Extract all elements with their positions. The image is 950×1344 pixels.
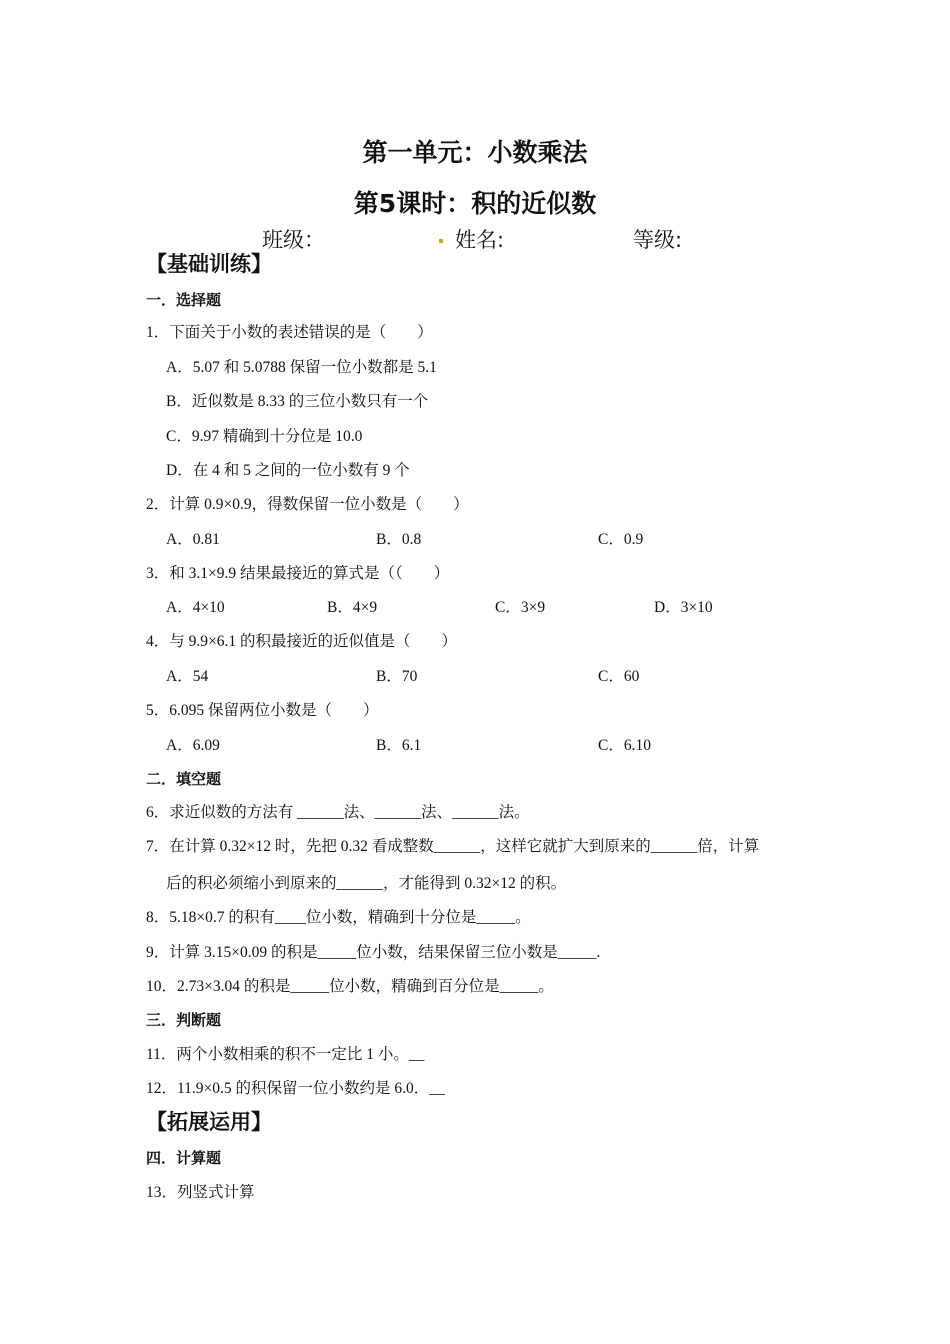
q4-option-c: C．60 xyxy=(598,668,640,685)
q2-option-b: B．0.8 xyxy=(376,531,422,548)
q5-option-b: B．6.1 xyxy=(376,737,422,754)
question-12: 12．11.9×0.5 的积保留一位小数约是 6.0．__ xyxy=(146,1080,445,1097)
q3-option-d: D．3×10 xyxy=(654,599,713,616)
q1-option-b: B．近似数是 8.33 的三位小数只有一个 xyxy=(166,393,429,410)
part-fill-heading: 二．填空题 xyxy=(146,770,222,788)
q3-option-c: C．3×9 xyxy=(495,599,546,616)
q4-option-a: A．54 xyxy=(166,668,209,685)
lesson-subtitle: 第5课时：积的近似数 xyxy=(353,189,597,218)
question-1: 1．下面关于小数的表述错误的是（ ） xyxy=(146,324,433,341)
separator-dot: . xyxy=(437,224,445,248)
part-choice-heading: 一．选择题 xyxy=(146,291,222,309)
question-5: 5．6.095 保留两位小数是（ ） xyxy=(146,702,379,719)
part-judge-heading: 三．判断题 xyxy=(146,1011,222,1029)
q2-option-a: A．0.81 xyxy=(166,531,220,548)
question-11: 11．两个小数相乘的积不一定比 1 小。__ xyxy=(146,1046,425,1063)
q5-option-a: A．6.09 xyxy=(166,737,220,754)
q1-option-a: A．5.07 和 5.0788 保留一位小数都是 5.1 xyxy=(166,359,437,376)
question-7-line-2: 后的积必须缩小到原来的______，才能得到 0.32×12 的积。 xyxy=(166,875,567,892)
q1-option-d: D．在 4 和 5 之间的一位小数有 9 个 xyxy=(166,462,410,479)
worksheet-title: 第一单元：小数乘法 xyxy=(362,138,588,167)
class-label: 班级： xyxy=(262,228,325,252)
part-calc-heading: 四．计算题 xyxy=(146,1149,222,1167)
q3-option-a: A．4×10 xyxy=(166,599,225,616)
section-extended-use: 【拓展运用】 xyxy=(146,1110,272,1134)
question-4: 4．与 9.9×6.1 的积最接近的近似值是（ ） xyxy=(146,633,457,650)
question-6: 6．求近似数的方法有 ______法、______法、______法。 xyxy=(146,804,530,821)
question-7-line-1: 7．在计算 0.32×12 时，先把 0.32 看成整数______，这样它就扩大到原来的______倍，计算 xyxy=(146,838,760,855)
question-13: 13．列竖式计算 xyxy=(146,1184,255,1201)
question-3: 3．和 3.1×9.9 结果最接近的算式是（（ ） xyxy=(146,565,450,582)
q3-option-b: B．4×9 xyxy=(327,599,378,616)
q5-option-c: C．6.10 xyxy=(598,737,651,754)
question-10: 10．2.73×3.04 的积是_____位小数，精确到百分位是_____。 xyxy=(146,978,554,995)
grade-label: 等级: xyxy=(633,228,683,252)
q1-option-c: C．9.97 精确到十分位是 10.0 xyxy=(166,428,363,445)
q2-option-c: C．0.9 xyxy=(598,531,644,548)
question-8: 8．5.18×0.7 的积有____位小数，精确到十分位是_____。 xyxy=(146,909,531,926)
question-9: 9．计算 3.15×0.09 的积是_____位小数，结果保留三位小数是_____. xyxy=(146,944,601,961)
question-2: 2．计算 0.9×0.9，得数保留一位小数是（ ） xyxy=(146,496,469,513)
q4-option-b: B．70 xyxy=(376,668,418,685)
name-label: 姓名: xyxy=(455,228,505,252)
section-basic-training: 【基础训练】 xyxy=(146,252,272,276)
